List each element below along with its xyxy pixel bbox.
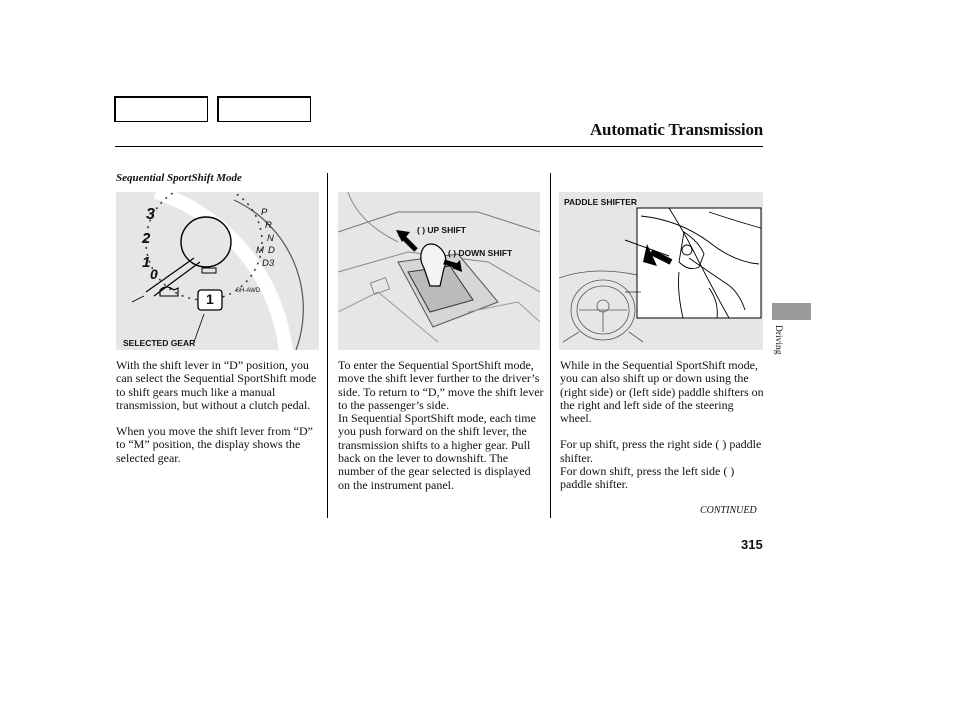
selected-gear-display: 1 [206, 291, 214, 307]
middle-paragraph-1: To enter the Sequential SportShift mode, move the shift lever further to the driver’s side. To return to “D,” move the shift lever to the passenger’s side. [338, 358, 544, 412]
gear-letter-d3: D3 [262, 258, 275, 269]
up-shift-label: ( ) UP SHIFT [417, 225, 466, 235]
nav-box-previous[interactable] [114, 96, 208, 122]
shifter-figure [338, 192, 540, 350]
gear-number-3: 3 [146, 206, 155, 223]
right-paragraph-3: For down shift, press the left side ( ) paddle shifter. [560, 464, 735, 492]
down-shift-label: ( ) DOWN SHIFT [448, 248, 513, 258]
paddle-shifter-figure [559, 192, 763, 350]
column-divider-1 [327, 173, 328, 518]
nav-box-next[interactable] [217, 96, 311, 122]
gear-letter-n: N [267, 233, 274, 244]
gear-number-0: 0 [150, 266, 158, 282]
right-column-text [560, 359, 765, 492]
header-rule [115, 146, 763, 147]
gear-letter-p: P [261, 207, 268, 218]
middle-paragraph-2: In Sequential SportShift mode, each time you push forward on the shift lever, the transmission shifts to a higher gear. Pull back on the lever to downshift. The number of the gear selected is displayed on the instrument panel. [338, 411, 536, 492]
page-title: Automatic Transmission [589, 120, 763, 139]
column-divider-2 [550, 173, 551, 518]
right-paragraph-1: While in the Sequential SportShift mode, you can also shift up or down using the (right side) or (left side) paddle shifters on the right and left side of the steering wheel. [560, 358, 764, 426]
gear-letter-r: R [265, 220, 272, 231]
section-heading: Sequential SportShift Mode [116, 172, 242, 184]
left-paragraph-2: When you move the shift lever from “D” to “M” position, the display shows the selected gear. [116, 424, 313, 465]
selected-gear-label: SELECTED GEAR [123, 338, 196, 348]
left-column-text [116, 359, 320, 465]
paddle-illustration [559, 192, 763, 350]
left-paragraph-1: With the shift lever in “D” position, you can select the Sequential SportShift mode to shift gears much like a manual transmission, but without a clutch pedal. [116, 358, 317, 412]
gauge-figure [116, 192, 319, 350]
section-tab[interactable] [772, 303, 811, 320]
paddle-shifter-label: PADDLE SHIFTER [564, 197, 638, 207]
page-number: 315 [741, 537, 763, 552]
gear-letter-m: M [256, 245, 264, 256]
shifter-illustration [338, 192, 540, 350]
gear-letter-d: D [268, 245, 275, 256]
right-paragraph-2: For up shift, press the right side ( ) paddle shifter. [560, 437, 762, 465]
drive-badge: SH-AWD [236, 288, 261, 294]
gear-number-2: 2 [142, 230, 151, 247]
gear-number-1: 1 [142, 254, 151, 271]
middle-column-text [338, 359, 544, 492]
continued-note: CONTINUED [700, 505, 757, 516]
section-tab-label: Driving [773, 325, 783, 355]
